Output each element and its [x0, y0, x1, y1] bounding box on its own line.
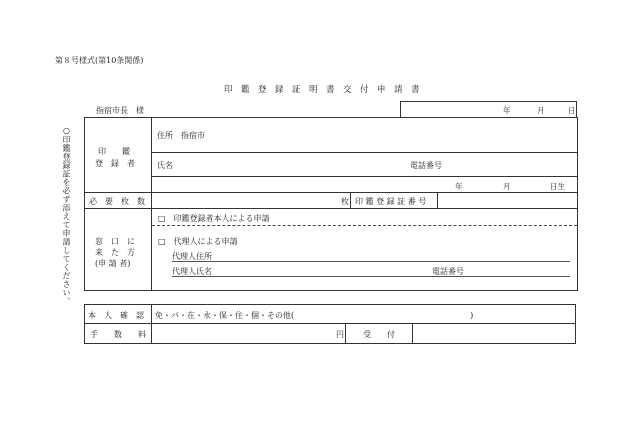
applicant-label-3: (申 請 者)	[95, 259, 131, 268]
count-unit: 枚	[341, 197, 349, 206]
count-divider-1	[350, 192, 351, 209]
proxy-address-line[interactable]	[172, 261, 570, 262]
fee-divider-1	[345, 323, 346, 344]
dob-month-label: 月	[503, 182, 511, 191]
proxy-name-line[interactable]	[172, 276, 570, 277]
name-divider	[151, 176, 578, 177]
proxy-phone-label: 電話番号	[432, 267, 464, 276]
registrant-label-2: 登 録 者	[95, 159, 135, 168]
self-application-checkbox[interactable]: □ 印鑑登録者本人による申請	[158, 214, 270, 223]
proxy-application-checkbox[interactable]: □ 代理人による申請	[158, 237, 238, 246]
applicant-label-2: 来 た 方	[95, 248, 135, 257]
applicant-label-1: 窓 口 に	[95, 237, 135, 246]
form-number: 第８号様式(第10条関係)	[55, 56, 144, 65]
dob-day-label: 日生	[550, 182, 565, 191]
side-note: ○印鑑登録証を必ず添えて申請してください。	[62, 126, 71, 306]
fee-label: 手 数 料	[90, 330, 146, 339]
registrant-phone-label: 電話番号	[410, 161, 442, 170]
proxy-address-label: 代理人住所	[172, 252, 212, 261]
proxy-name-label: 代理人氏名	[172, 267, 212, 276]
registrant-name-label: 氏名	[157, 161, 173, 170]
received-label: 受 付	[363, 330, 395, 339]
count-bottom-divider	[84, 208, 578, 209]
verification-options[interactable]: 免・パ・在・永・保・住・個・その他( )	[155, 311, 474, 320]
date-month-label: 月	[537, 106, 545, 115]
registrant-label-1: 印 鑑	[98, 147, 130, 156]
received-field[interactable]	[413, 324, 575, 343]
dob-year-label: 年	[455, 182, 463, 191]
applicant-dashed-divider	[152, 225, 577, 226]
fee-field[interactable]	[152, 324, 344, 343]
date-box[interactable]	[400, 101, 577, 118]
count-label: 必 要 枚 数	[89, 197, 145, 206]
addressee: 指宿市長 様	[96, 106, 144, 115]
verification-label: 本 人 確 認	[88, 311, 144, 320]
cert-number-label: 印 鑑 登 録 証 番 号	[355, 197, 427, 206]
count-field[interactable]	[152, 193, 349, 208]
address-divider	[151, 152, 578, 153]
cert-number-field[interactable]	[438, 193, 577, 208]
page-title: 印 鑑 登 録 証 明 書 交 付 申 請 書	[224, 85, 420, 95]
fee-unit: 円	[336, 330, 344, 339]
registrant-address-label: 住所 指宿市	[157, 131, 205, 140]
date-year-label: 年	[503, 106, 511, 115]
date-day-label: 日	[568, 106, 576, 115]
